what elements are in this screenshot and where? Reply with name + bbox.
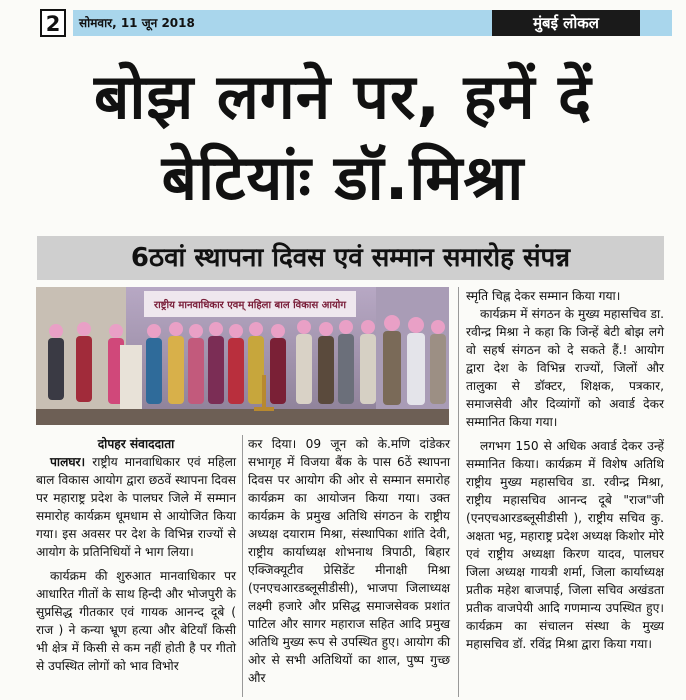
event-photo (36, 287, 449, 425)
paragraph: कार्यक्रम में संगठन के मुख्य महासचिव डा. रवीन्द्र मिश्रा ने कहा कि जिन्हें बेटी बोझ लगे वो सहर्ष संगठन को दे सकते हैं.! आयोग द्वारा देश के विभिन्न राज्यों, जिलों और तालुका से डॉक्टर, शिक्षक, पत्रकार, समाजसेवी और दिव्यांगों को अवार्ड देकर सम्मानित किया गया। (466, 307, 664, 429)
column-divider (458, 287, 459, 697)
paragraph: कर दिया। 09 जून को के.मणि दांडेकर सभागृह में विजया बैंक के पास 6ठें स्थापना दिवस पर आयोग की ओर से सम्मान समारोह कार्यक्रम का आयोजन किया गया। उक्त कार्यक्रम के प्रमुख अतिथि संगठन के राष्ट्रीय अध्यक्ष दयाराम मिश्रा, संस्थापिका शांति देवी, राष्ट्रीय कार्याध्यक्ष शोभनाथ त्रिपाठी, बिहार एक्जिक्यूटीव प्रेसिडेंट मीनाक्षी मिश्रा (एनएचआरडब्लूसीडीसी), भाजपा जिलाध्यक्ष लक्ष्मी हजारे और प्रसिद्ध समाजसेवक प्रशांत पाटिल और सागर महाराज सहित आदि प्रमुख अतिथि मुख्य रूप से उपस्थित हुए। आयोग की ओर से सभी अतिथियों का शाल, पुष्प गुच्छ और (248, 437, 450, 685)
header-stripe (640, 10, 672, 36)
issue-date: सोमवार, 11 जून 2018 (73, 10, 493, 36)
paragraph: स्मृति चिह्न देकर सम्मान किया गया। (466, 289, 621, 303)
headline-line-1: बोझ लगने पर, हमें दें (93, 60, 593, 133)
lamp-icon (262, 375, 266, 409)
dateline: पालघर। (50, 455, 86, 469)
article-column-2 (248, 435, 450, 687)
event-photo-illustration (36, 287, 449, 425)
column-divider (242, 435, 243, 697)
article-column-3 (466, 287, 664, 653)
paragraph: कार्यक्रम की शुरुआत मानवाधिकार पर आधारित गीतों के साथ हिन्दी और भोजपुरी के सुप्रसिद्ध गीतकार एवं गायक आनन्द दूबे ( राज ) ने कन्या भ्रूण हत्या और बेटियाँ किसी भी क्षेत्र में किसी से कम नहीं होती है पर गीतो से उपस्थित लोगों को भाव विभोर (36, 569, 236, 673)
paragraph: राष्ट्रीय मानवाधिकार एवं महिला बाल विकास आयोग द्वारा छठवें स्थापना दिवस पर महाराष्ट्र प्रदेश के पालघर जिले में सम्मान समारोह कार्यक्रम धूमधाम से आयोजित किया गया। इस अवसर पर देश के विभिन्न राज्यों से आयोग के प्रतिनिधियों ने भाग लिया। (36, 455, 236, 559)
section-label: मुंबई लोकल (492, 10, 640, 36)
photo-banner-text: राष्ट्रीय मानवाधिकार एवम् महिला बाल विकास आयोग (154, 300, 346, 311)
page-number: 2 (40, 9, 66, 37)
paragraph: लगभग 150 से अधिक अवार्ड देकर उन्हें सम्मानित किया। कार्यक्रम में विशेष अतिथि राष्ट्रीय मुख्य महासचिव डा. रवीन्द्र मिश्रा, राष्ट्रीय महासचिव आनन्द दूबे "राज"जी (एनएचआरडब्लूसीडीसी ), राष्ट्रीय सचिव कु. अक्षता भट्ट, महाराष्ट्र प्रदेश अध्यक्ष किशोर मोरे एवं राष्ट्रीय अध्यक्षा किरण यादव, पालघर जिला अध्यक्ष गायत्री शर्मा, जिला कार्याध्यक्ष प्रतीक महेश बाजपाई, जिला सचिव अखंडता प्रतीक वाजपेयी आदि गणमान्य उपस्थित हुए। कार्यक्रम का संचालन संस्था के मुख्य महासचिव डॉ. रविंद्र मिश्रा द्वारा किया गया। (466, 439, 664, 651)
subheadline: 6ठवां स्थापना दिवस एवं सम्मान समारोह संपन्न (37, 236, 664, 280)
article-column-1 (36, 435, 236, 675)
headline-line-2: बेटियांः डॉ.मिश्रा (161, 141, 525, 214)
page-header (0, 0, 686, 40)
byline: दोपहर संवाददाता (97, 437, 175, 451)
